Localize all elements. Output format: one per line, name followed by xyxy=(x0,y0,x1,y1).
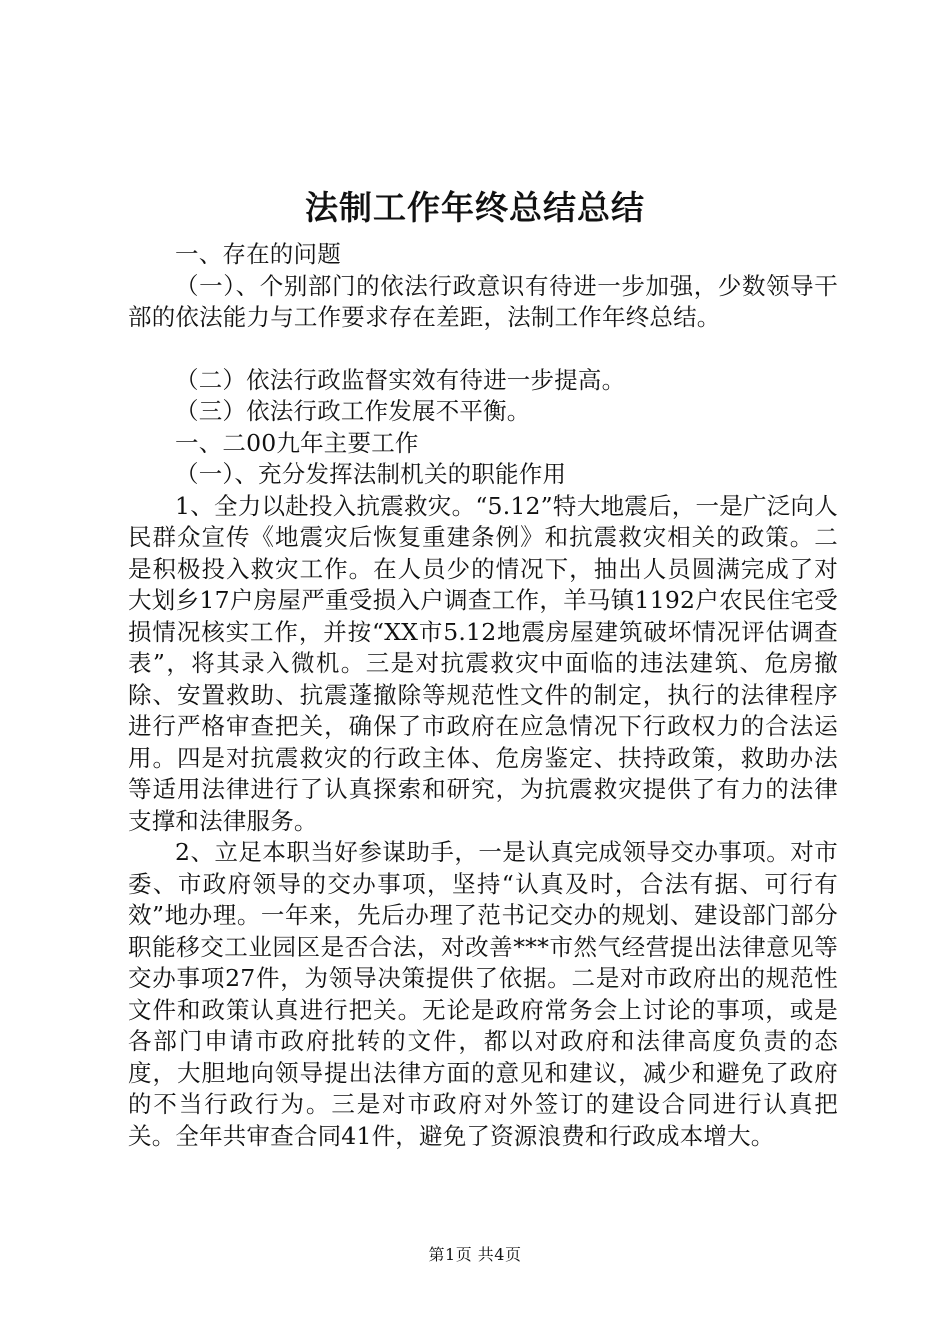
paragraph-section-heading-problems: 一、存在的问题 xyxy=(175,240,341,268)
paragraph-problem-1: （一）、个别部门的依法行政意识有待进一步加强，少数领导干部的依法能力与工作要求存在差距，法制工作年终总结。 xyxy=(128,271,838,331)
paragraph-subheading-functions: （一）、充分发挥法制机关的职能作用 xyxy=(175,460,567,488)
paragraph-section-heading-main-work: 一、二00九年主要工作 xyxy=(175,428,419,457)
page-number-footer: 第1页 共4页 xyxy=(428,1245,522,1264)
paragraph-problem-3: （三）依法行政工作发展不平衡。 xyxy=(175,397,531,425)
paragraph-advisory-role: 2、立足本职当好参谋助手，一是认真完成领导交办事项。对市委、市政府领导的交办事项，坚持“认真及时，合法有据、可行有效”地办理。一年来，先后办理了范书记交办的规划、建设部门部分职能移交工业园区是否合法，对改善***市然气经营提出法律意见等交办事项27件，为领导决策提供了依据。二是对市政府出的规范性文件和政策认真进行把关。无论是政府常务会上讨论的事项，或是各部门申请市政府批转的文件，都以对政府和法律高度负责的态度，大胆地向领导提出法律方面的意见和建议，减少和避免了政府的不当行政行为。三是对市政府对外签订的建设合同进行认真把关。全年共审查合同41件，避免了资源浪费和行政成本增大。 xyxy=(128,838,838,1150)
document-body xyxy=(128,239,838,1152)
paragraph-earthquake-relief: 1、全力以赴投入抗震救灾。“5.12”特大地震后，一是广泛向人民群众宣传《地震灾后恢复重建条例》和抗震救灾相关的政策。二是积极投入救灾工作。在人员少的情况下，抽出人员圆满完成了对大划乡17户房屋严重受损入户调查工作，羊马镇1192户农民住宅受损情况核实工作，并按“XX市5.12地震房屋建筑破坏情况评估调查表”，将其录入微机。三是对抗震救灾中面临的违法建筑、危房撤除、安置救助、抗震蓬撤除等规范性文件的制定，执行的法律程序进行严格审查把关，确保了市政府在应急情况下行政权力的合法运用。四是对抗震救灾的行政主体、危房鉴定、扶持政策，救助办法等适用法律进行了认真探索和研究，为抗震救灾提供了有力的法律支撑和法律服务。 xyxy=(128,491,838,835)
paragraph-problem-2: （二）依法行政监督实效有待进一步提高。 xyxy=(175,365,626,394)
document-title: 法制工作年终总结总结 xyxy=(305,188,645,227)
